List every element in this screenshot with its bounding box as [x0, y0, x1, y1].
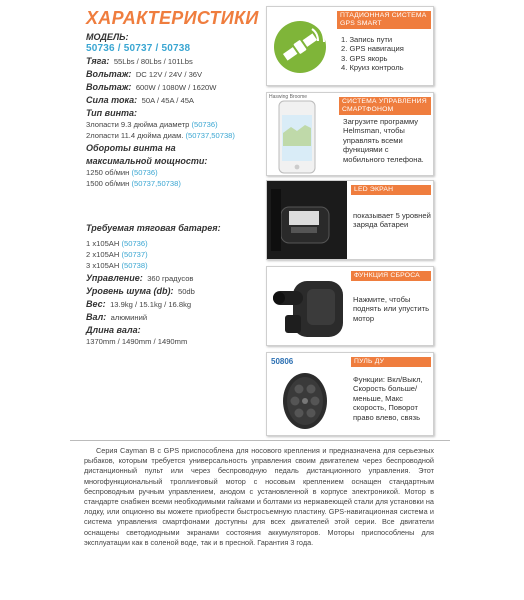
voltage-label: Вольтаж:	[86, 69, 132, 79]
current-value: 50A / 45A / 45A	[141, 96, 194, 105]
phone-image	[267, 93, 337, 175]
battery-2: 2 x105AH	[86, 250, 120, 259]
battery-2-model: (50737)	[121, 250, 148, 259]
rpm-line-2: 1500 об/мин	[86, 179, 130, 188]
smartphone-icon	[267, 93, 337, 176]
description-paragraph: Серия Cayman B с GPS приспособлена для носового крепления и предназначена для серьезных рыбаков, которым требуется универсальность управления своим двигателем через беспроводной дистанционный пульт или через беспроводную педаль дистанционного управления. Этот многофункциональный троллинговый мотор с носовым креплением оснащен стандартным беспроводным ручным управлением, анодом с установленной в корпусе электроникой. Мотор в стандарте снабжен всеми необходимыми гайками и болтами из нержавеющей стали для установки на лодку, или опционно вы можете приобрести быстросъемную пластину. GPS-навигационная система и система управления смартфонами доступны для всех двигателей этой серии. Все двигатели оснащены светодиодными экранами состояния аккумуляторов. Моторы приспособлены для эксплуатации как в соленой воде, так и в пресной. Гарантия 3 года.	[84, 446, 434, 547]
power-label: Вольтаж:	[86, 82, 132, 92]
propeller-line-2-model: (50737,50738)	[185, 131, 235, 140]
led-card	[266, 180, 434, 260]
gps-item-2: 2. GPS навигация	[341, 44, 404, 54]
steering-value: 360 градусов	[147, 274, 194, 283]
gps-item-1: 1. Запись пути	[341, 35, 393, 44]
remote-card-text: Функции: Вкл/Выкл, Скорость больше/меньше, Макс скорость, Поворот право влево, связь	[353, 375, 423, 422]
gps-card	[266, 6, 434, 86]
led-card-header: LED ЭКРАН	[351, 185, 431, 195]
release-card	[266, 266, 434, 346]
gps-image	[267, 7, 333, 85]
current-label: Сила тока:	[86, 95, 138, 105]
led-image	[267, 181, 347, 259]
led-display-icon	[267, 181, 347, 260]
release-lever-icon	[267, 267, 347, 346]
shaft-value: алюминий	[110, 313, 148, 322]
voltage-value: DC 12V / 24V / 36V	[135, 70, 203, 79]
smartphone-card-header: СИСТЕМА УПРАВЛЕНИЯ СМАРТФОНОМ	[339, 97, 431, 115]
propeller-line-2: 2лопасти 11.4 дюйма диам.	[86, 131, 184, 140]
length-label: Длина вала:	[86, 325, 141, 335]
rpm-line-2-model: (50737,50738)	[131, 179, 181, 188]
remote-control-icon	[267, 353, 347, 436]
phone-app-title: Haswing Broome	[269, 94, 308, 100]
rpm-label-1: Обороты винта на	[86, 143, 176, 153]
noise-label: Уровень шума (db):	[86, 286, 174, 296]
gps-feature-list	[341, 35, 433, 73]
smartphone-card-text: Загрузите программу Helmsman, чтобы управлять всеми функциями с мобильного телефона.	[343, 117, 424, 164]
gps-item-4: 4. Круиз контроль	[341, 63, 404, 73]
propeller-label: Тип винта:	[86, 108, 138, 118]
steering-label: Управление:	[86, 273, 143, 283]
smartphone-card	[266, 92, 434, 176]
remote-model: 50806	[271, 357, 294, 366]
length-value: 1370mm / 1490mm / 1490mm	[86, 337, 188, 346]
specs-title: ХАРАКТЕРИСТИКИ	[86, 8, 259, 28]
rpm-line-1-model: (50736)	[131, 168, 158, 177]
battery-3: 3 x105AH	[86, 261, 120, 270]
satellite-icon	[267, 7, 333, 86]
battery-1: 1 x105AH	[86, 239, 120, 248]
battery-1-model: (50736)	[121, 239, 148, 248]
power-value: 600W / 1080W / 1620W	[135, 83, 217, 92]
weight-label: Вес:	[86, 299, 106, 309]
thrust-value: 55Lbs / 80Lbs / 101Lbs	[113, 57, 193, 66]
rpm-line-1: 1250 об/мин	[86, 168, 130, 177]
noise-value: 50db	[177, 287, 195, 296]
battery-3-model: (50738)	[121, 261, 148, 270]
thrust-label: Тяга:	[86, 56, 110, 66]
propeller-line-1-model: (50736)	[191, 120, 218, 129]
release-card-header: ФУНКЦИЯ СБРОСА	[351, 271, 431, 281]
models-value: 50736 / 50737 / 50738	[86, 43, 191, 54]
release-card-text: Нажмите, чтобы поднять или упустить мотор	[353, 295, 430, 323]
gps-item-3: 3. GPS якорь	[341, 53, 388, 63]
gps-card-header: ПТАДИОННАЯ СИСТЕМА GPS SMART	[337, 11, 431, 29]
specs-column	[86, 8, 262, 347]
shaft-label: Вал:	[86, 312, 107, 322]
model-label: МОДЕЛЬ:	[86, 32, 129, 42]
remote-card	[266, 352, 434, 436]
propeller-line-1: 3лопасти 9.3 дюйма диаметр	[86, 120, 190, 129]
weight-value: 13.9kg / 15.1kg / 16.8kg	[110, 300, 192, 309]
battery-label: Требуемая тяговая батарея:	[86, 223, 221, 233]
led-card-text: показывает 5 уровней заряда батареи	[353, 211, 431, 230]
divider	[70, 440, 450, 441]
release-image	[267, 267, 347, 345]
remote-image	[267, 353, 347, 435]
remote-card-header: ПУЛЬ ДУ	[351, 357, 431, 367]
rpm-label-2: максимальной мощности:	[86, 156, 208, 166]
